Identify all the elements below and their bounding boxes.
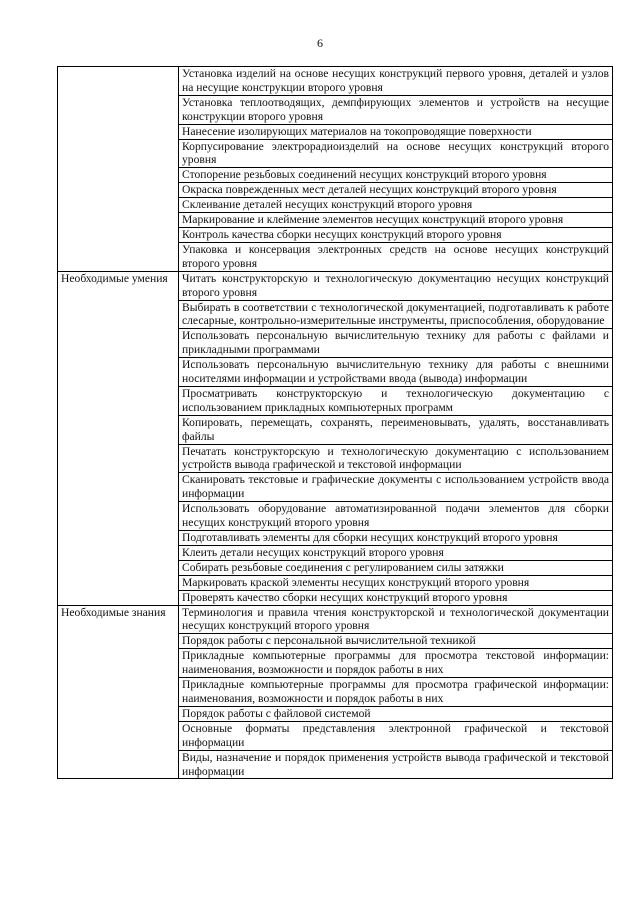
item-cell: Нанесение изолирующих материалов на токопроводящие поверхности (179, 124, 613, 139)
item-cell: Маркирование и клеймение элементов несущих конструкций второго уровня (179, 213, 613, 228)
item-cell: Порядок работы с файловой системой (179, 706, 613, 721)
item-cell: Использовать персональную вычислительную технику для работы с файлами и прикладными программами (179, 329, 613, 358)
item-cell: Сканировать текстовые и графические документы с использованием устройств ввода информации (179, 473, 613, 502)
item-cell: Подготавливать элементы для сборки несущих конструкций второго уровня (179, 531, 613, 546)
item-cell: Контроль качества сборки несущих конструкций второго уровня (179, 227, 613, 242)
item-cell: Упаковка и консервация электронных средств на основе несущих конструкций второго уровня (179, 242, 613, 271)
item-cell: Терминология и правила чтения конструкторской и технологической документации несущих конструкций второго уровня (179, 605, 613, 634)
item-cell: Проверять качество сборки несущих конструкций второго уровня (179, 590, 613, 605)
item-cell: Установка изделий на основе несущих конструкций первого уровня, деталей и узлов на несущие конструкции второго уровня (179, 67, 613, 96)
item-cell: Использовать персональную вычислительную технику для работы с внешними носителями информации и устройствами ввода (вывода) информации (179, 358, 613, 387)
item-cell: Основные форматы представления электронной графической и текстовой информации (179, 721, 613, 750)
category-cell: Необходимые знания (58, 605, 179, 779)
item-cell: Окраска поврежденных мест деталей несущих конструкций второго уровня (179, 183, 613, 198)
item-cell: Прикладные компьютерные программы для просмотра графической информации: наименования, возможности и порядок работы в них (179, 678, 613, 707)
item-cell: Собирать резьбовые соединения с регулированием силы затяжки (179, 560, 613, 575)
item-cell: Виды, назначение и порядок применения устройств вывода графической и текстовой информации (179, 750, 613, 779)
item-cell: Стопорение резьбовых соединений несущих конструкций второго уровня (179, 168, 613, 183)
item-cell: Выбирать в соответствии с технологической документацией, подготавливать к работе слесарные, контрольно-измерительные инструменты, приспособления, оборудование (179, 300, 613, 329)
item-cell: Маркировать краской элементы несущих конструкций второго уровня (179, 575, 613, 590)
page-number: 6 (317, 36, 323, 50)
standard-table (57, 66, 613, 779)
item-cell: Печатать конструкторскую и технологическую документацию с использованием устройств вывода графической и текстовой информации (179, 444, 613, 473)
category-cell: Необходимые умения (58, 271, 179, 605)
table-row (58, 67, 613, 96)
item-cell: Корпусирование электрорадиоизделий на основе несущих конструкций второго уровня (179, 139, 613, 168)
item-cell: Порядок работы с персональной вычислительной техникой (179, 634, 613, 649)
item-cell: Читать конструкторскую и технологическую документацию несущих конструкций второго уровня (179, 271, 613, 300)
item-cell: Установка теплоотводящих, демпфирующих элементов и устройств на несущие конструкции второго уровня (179, 95, 613, 124)
table-row (58, 605, 613, 634)
item-cell: Клеить детали несущих конструкций второго уровня (179, 545, 613, 560)
table-row (58, 271, 613, 300)
item-cell: Прикладные компьютерные программы для просмотра текстовой информации: наименования, возможности и порядок работы в них (179, 649, 613, 678)
item-cell: Использовать оборудование автоматизированной подачи элементов для сборки несущих конструкций второго уровня (179, 502, 613, 531)
item-cell: Склеивание деталей несущих конструкций второго уровня (179, 198, 613, 213)
table-body (58, 67, 613, 779)
category-cell (58, 67, 179, 272)
item-cell: Просматривать конструкторскую и технологическую документацию с использованием прикладных компьютерных программ (179, 386, 613, 415)
item-cell: Копировать, перемещать, сохранять, переименовывать, удалять, восстанавливать файлы (179, 415, 613, 444)
